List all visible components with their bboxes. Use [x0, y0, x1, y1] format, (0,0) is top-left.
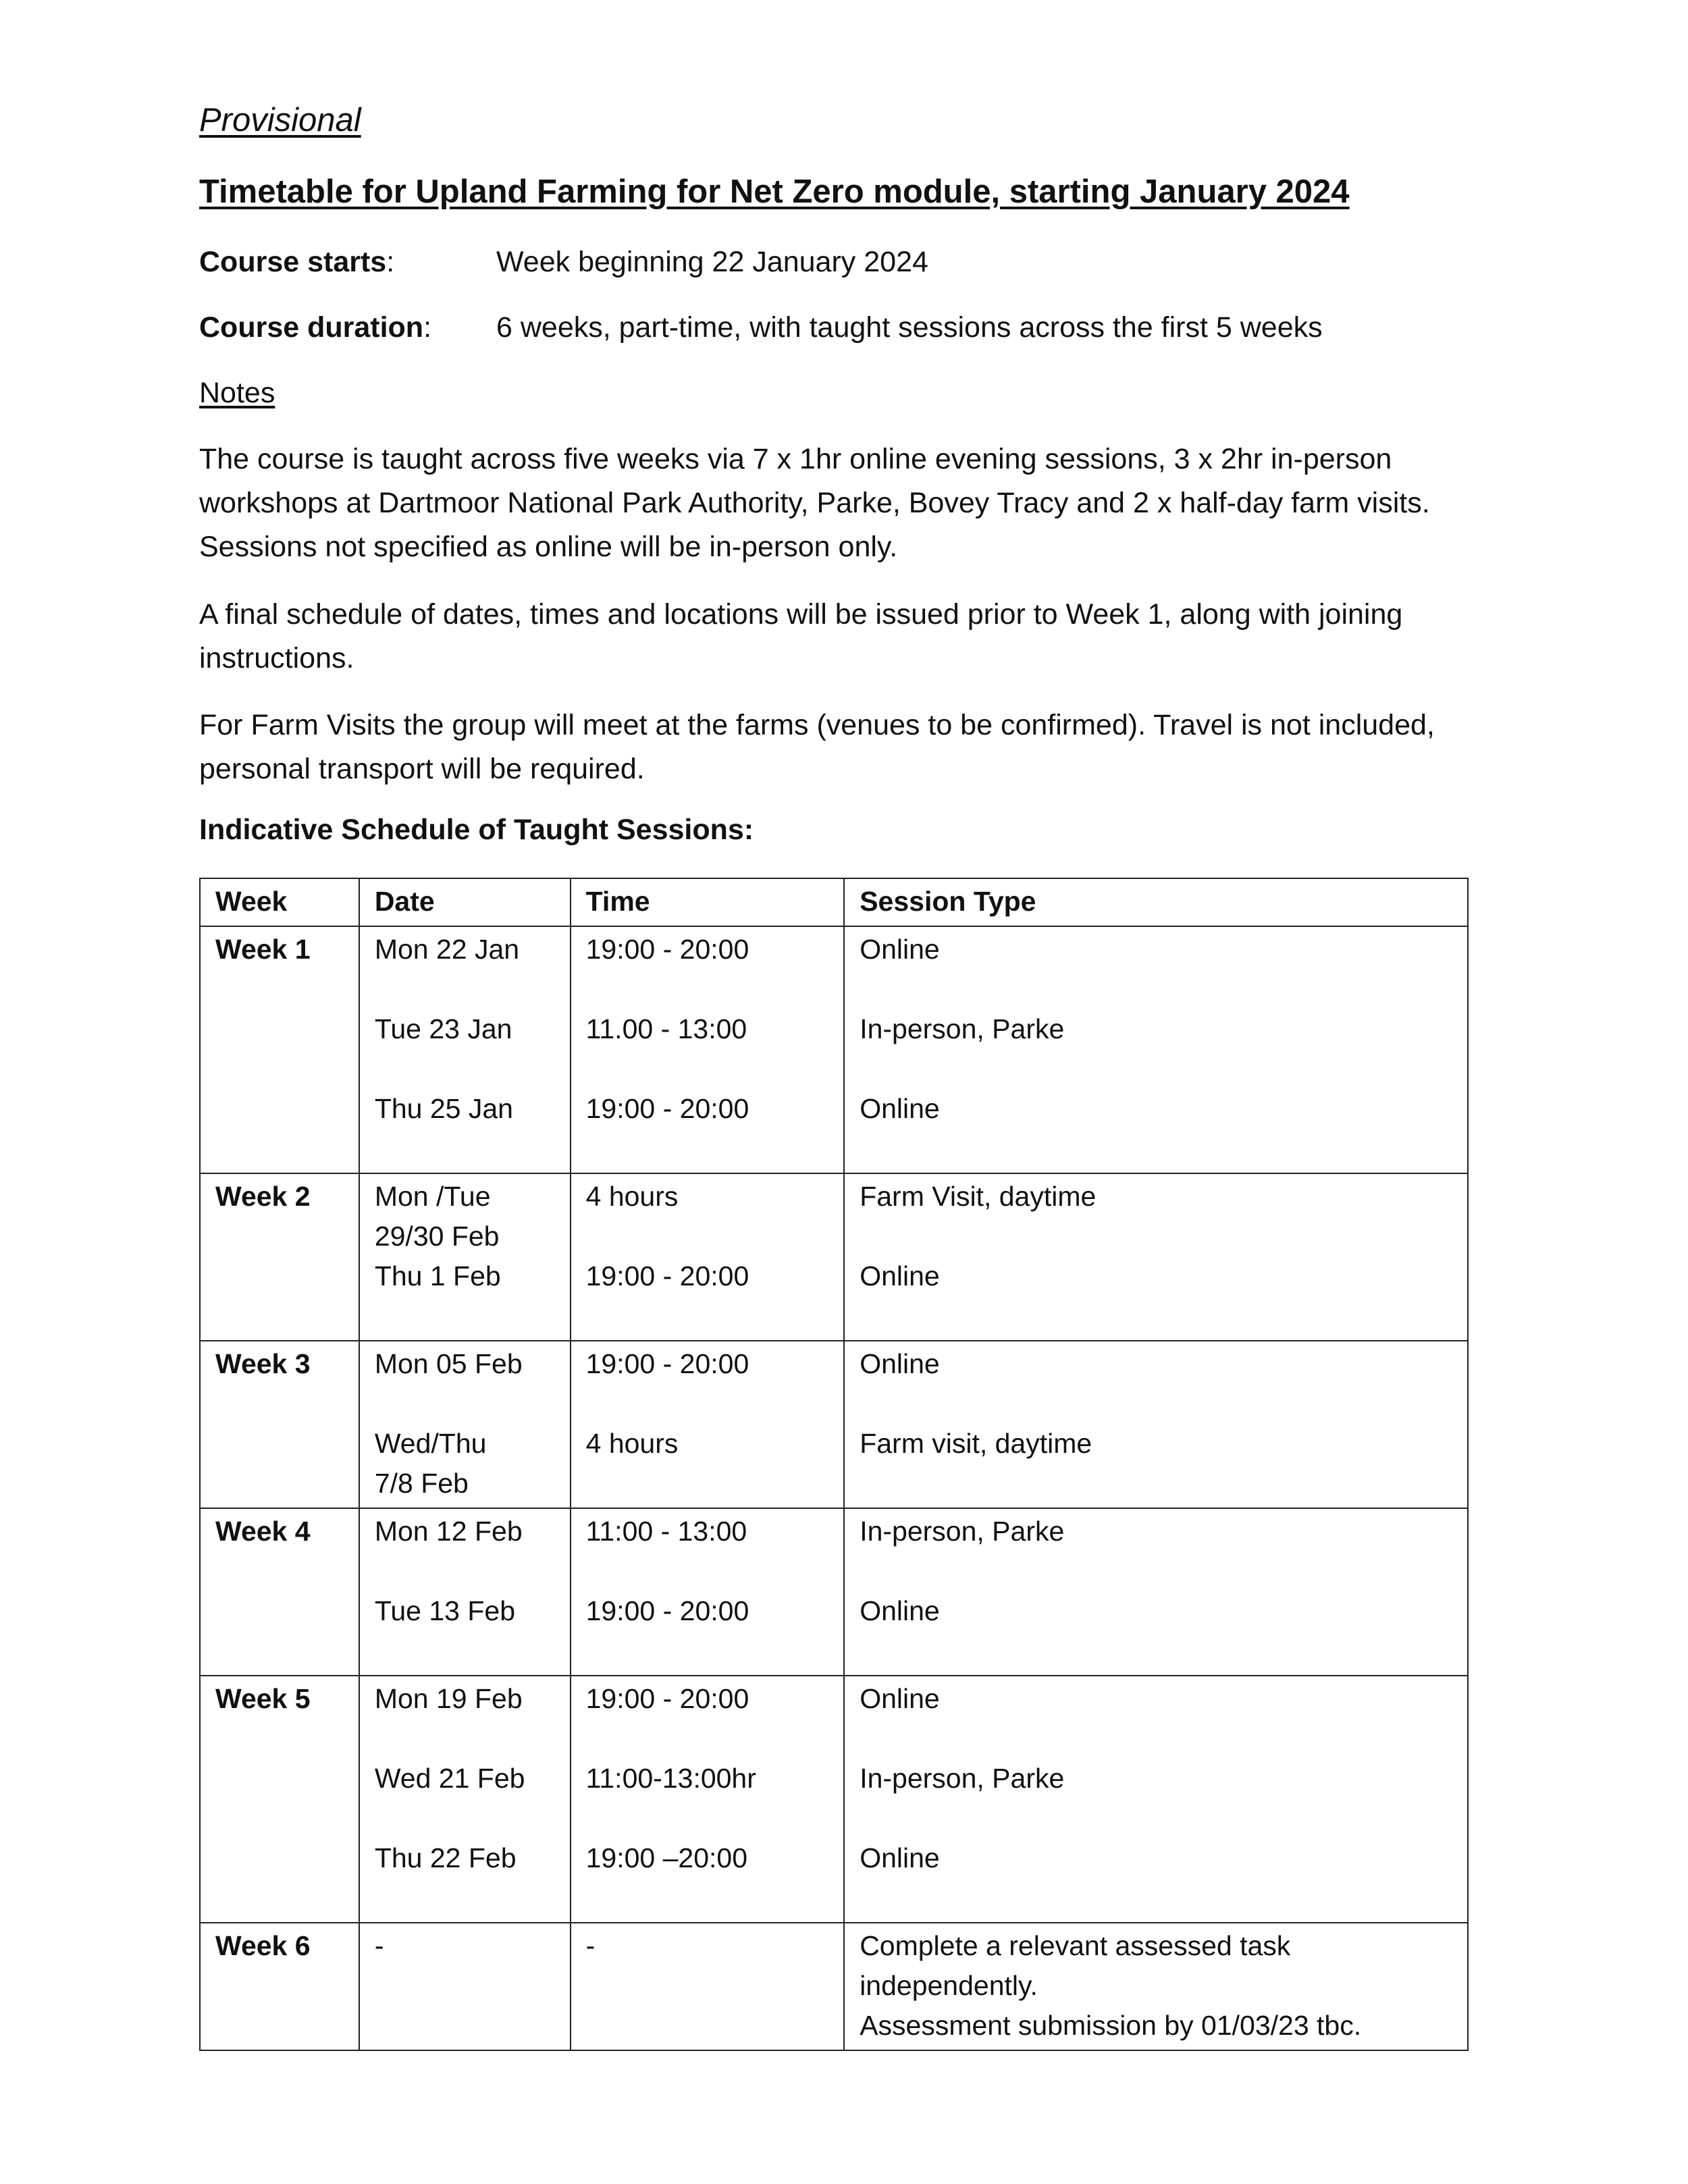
date-cell: Mon 19 Feb Wed 21 Feb Thu 22 Feb	[359, 1676, 571, 1923]
schedule-table	[199, 878, 1469, 2051]
column-header-time: Time	[571, 878, 845, 926]
table-row	[200, 1508, 1468, 1676]
table-row	[200, 1676, 1468, 1923]
table-row	[200, 1923, 1468, 2050]
session-type-cell: Farm Visit, daytime Online	[844, 1173, 1468, 1341]
course-duration-label: Course duration:	[199, 311, 432, 344]
column-header-week: Week	[200, 878, 359, 926]
notes-paragraph: The course is taught across five weeks via 7 x 1hr online evening sessions, 3 x 2hr in-person workshops at Dartmoor National Park Authority, Parke, Bovey Tracy and 2 x half-day farm visits. Sessions not specified as online will be in-person only.	[199, 443, 1430, 563]
table-header-row	[200, 878, 1468, 926]
notes-paragraph: For Farm Visits the group will meet at the farms (venues to be confirmed). Travel is not included, personal transport will be required.	[199, 709, 1435, 785]
table-row	[200, 1173, 1468, 1341]
week-cell: Week 1	[200, 926, 359, 1173]
time-cell: 19:00 - 20:00 11:00-13:00hr 19:00 –20:00	[571, 1676, 845, 1923]
week-cell: Week 3	[200, 1341, 359, 1508]
table-row	[200, 926, 1468, 1173]
course-starts-row	[199, 246, 394, 279]
date-cell: Mon 22 Jan Tue 23 Jan Thu 25 Jan	[359, 926, 571, 1173]
course-starts-label: Course starts:	[199, 246, 395, 278]
week-cell: Week 2	[200, 1173, 359, 1341]
session-type-cell: Online In-person, Parke Online	[844, 1676, 1468, 1923]
column-header-date: Date	[359, 878, 571, 926]
date-cell: Mon 12 Feb Tue 13 Feb	[359, 1508, 571, 1676]
provisional-label: Provisional	[199, 102, 361, 138]
schedule-heading: Indicative Schedule of Taught Sessions:	[199, 814, 754, 846]
time-cell: 11:00 - 13:00 19:00 - 20:00	[571, 1508, 845, 1676]
notes-paragraph: A final schedule of dates, times and locations will be issued prior to Week 1, along with joining instructions.	[199, 598, 1403, 674]
time-cell: 4 hours 19:00 - 20:00	[571, 1173, 845, 1341]
session-type-cell: In-person, Parke Online	[844, 1508, 1468, 1676]
date-cell: -	[359, 1923, 571, 2050]
time-cell: 19:00 - 20:00 4 hours	[571, 1341, 845, 1508]
week-cell: Week 4	[200, 1508, 359, 1676]
course-duration-row	[199, 311, 431, 344]
course-starts-value: Week beginning 22 January 2024	[496, 246, 928, 278]
document-title: Timetable for Upland Farming for Net Zero module, starting January 2024	[199, 174, 1350, 210]
time-cell: -	[571, 1923, 845, 2050]
session-type-cell: Online In-person, Parke Online	[844, 926, 1468, 1173]
date-cell: Mon /Tue 29/30 Feb Thu 1 Feb	[359, 1173, 571, 1341]
time-cell: 19:00 - 20:00 11.00 - 13:00 19:00 - 20:00	[571, 926, 845, 1173]
table-row	[200, 1341, 1468, 1508]
week-cell: Week 5	[200, 1676, 359, 1923]
session-type-cell: Complete a relevant assessed task independently. Assessment submission by 01/03/23 tbc.	[844, 1923, 1468, 2050]
course-duration-value: 6 weeks, part-time, with taught sessions across the first 5 weeks	[496, 311, 1323, 344]
notes-heading: Notes	[199, 377, 275, 409]
date-cell: Mon 05 Feb Wed/Thu 7/8 Feb	[359, 1341, 571, 1508]
week-cell: Week 6	[200, 1923, 359, 2050]
column-header-session-type: Session Type	[844, 878, 1468, 926]
session-type-cell: Online Farm visit, daytime	[844, 1341, 1468, 1508]
